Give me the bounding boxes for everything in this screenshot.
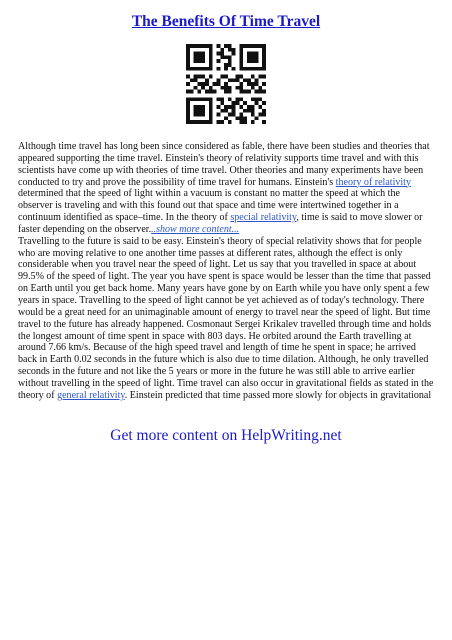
footer-link[interactable]: Get more content on HelpWriting.net xyxy=(110,427,342,444)
intro-text-2: determined that the speed of light within a vacuum is constant no matter the speed at which the observer is traveling and with this found out that space and time were intertwined together in a continuum identified as space–time. In the theory of xyxy=(18,188,400,224)
intro-text-1: Although time travel has long been since considered as fable, there have been studies and theories that appeared supporting the time travel. Einstein's theory of relativity supports time travel and with this scientists have come up with theories of time travel. Other theories and many experiments have been conducted to try and prove the possibility of time travel for humans. Einstein's xyxy=(18,141,430,188)
paragraph-intro xyxy=(18,141,436,236)
link-special-relativity[interactable]: special relativity xyxy=(230,212,297,224)
link-general-relativity[interactable]: general relativity xyxy=(57,389,125,401)
main-text-1: Travelling to the future is said to be easy. Einstein's theory of special relativity shows that for people who are moving relative to one another time passes at different rates, although the effect is only considerable when you travel near the speed of light. Let us say that you travelled in space at about 99.5% of the speed of light. The year you have spent is space would be lesser than the time that passed on Earth until you get back home. Many years have gone by on Earth while you have only spent a few years in space. Travelling to the speed of light cannot be yet achieved as of today's technology. There would be a great need for an unimaginable amount of energy to travel near the speed of light. But time travel to the future has already happened. Cosmonaut Sergei Krikalev travelled through time and holds the longest amount of time spent in space with 803 days. He orbited around the Earth travelling at around 7.66 km/s. Because of the high speed travel and length of time he spent in space; he arrived back in Earth 0.02 seconds in the future which is also due to time dilation. Although, he only travelled seconds in the future and not like the 5 years or more in the future he was still able to arrive earlier without travelling in the speed of light. Time travel can also occur in gravitational fields as stated in the theory of xyxy=(18,235,434,401)
link-theory-of-relativity[interactable]: theory of relativity xyxy=(335,176,411,188)
paragraph-main xyxy=(18,236,436,402)
article-body xyxy=(18,141,436,402)
intro-text-3: , time is said to move slower or faster depending on the observer. xyxy=(18,212,423,235)
main-text-2: . Einstein predicted that time passed more slowly for objects in gravitational xyxy=(124,389,432,401)
qr-code xyxy=(186,44,266,124)
document-title[interactable]: The Benefits Of Time Travel xyxy=(131,13,321,30)
show-more-link[interactable]: ..show more content... xyxy=(151,223,240,235)
